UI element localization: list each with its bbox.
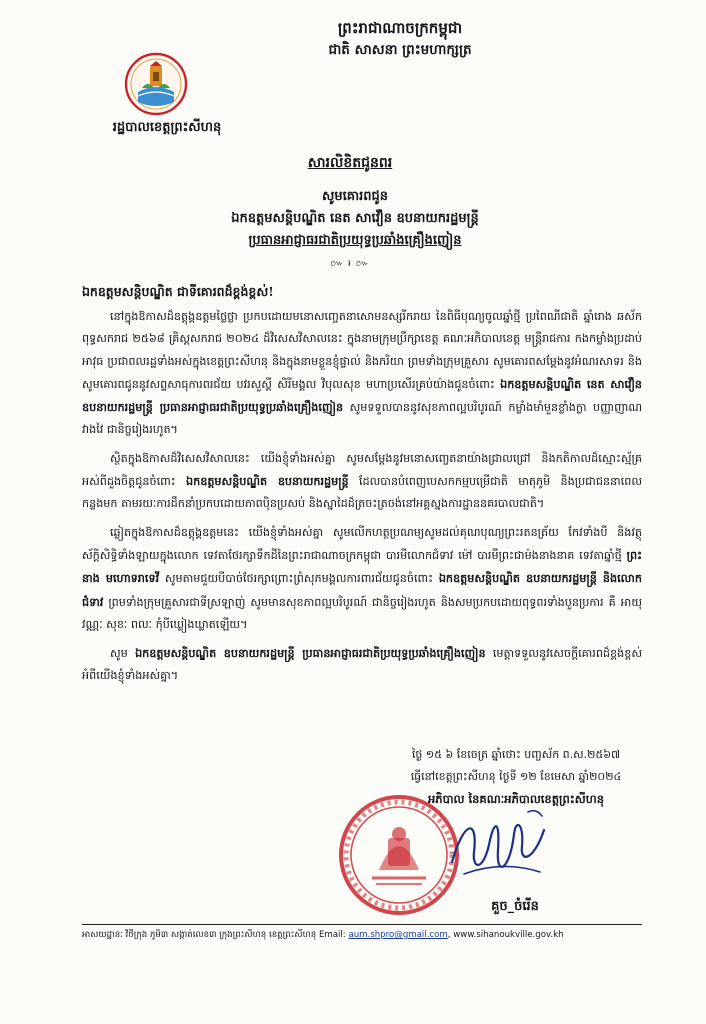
footer-divider	[82, 924, 642, 925]
addressee-line-2: ឯកឧត្តមសន្តិបណ្ឌិត នេត សាវឿន ឧបនាយករដ្ឋមន្ត្រី	[231, 211, 479, 226]
deity-name: ព្រះនាង មហោទរាទេវី	[82, 547, 642, 586]
salutation: ឯកឧត្តមសន្តិបណ្ឌិត ជាទីគោរពដ៏ខ្ពង់ខ្ពស់!	[82, 284, 274, 299]
addressee-line-1: សូមគោរពជូន	[321, 189, 388, 204]
letter-body	[82, 306, 642, 694]
footer-email-link[interactable]: aum.shpro@gmail.com	[348, 930, 448, 940]
signatory-title: អភិបាល នៃគណៈអភិបាលខេត្តព្រះសីហនុ	[427, 792, 605, 806]
handwritten-signature	[444, 800, 554, 890]
paragraph-1: នៅក្នុងឱកាសដ៏ឧត្តុង្គឧត្តមថ្លៃថ្លា ប្រកបដោយមនោសញ្ចេតនាសោមនស្សរីករាយ នៃពិធីបុណ្យចូលឆ្នាំថ្មី ប្រពៃណីជាតិ ឆ្នាំរោង ឆស័ក ពុទ្ធសករាជ ២៥៦៨ គ្រិស្តសករាជ ២០២៤ ដ៏វិសេសវិសាលនេះ ក្នុងនាមក្រុមប្រឹក្សាខេត្ត គណៈអភិបាលខេត្ត មន្ត្រីរាជការ កងកម្លាំងប្រដាប់អាវុធ ប្រជាពលរដ្ឋទាំងអស់ក្នុងខេត្តព្រះសីហនុ និងក្នុងនាមខ្លួនខ្ញុំផ្ទាល់ និងភរិយា ព្រមទាំងក្រុមគ្រួសារ សូមគោរពសម្តែងនូវអំណរសាទរ និងសូមគោរពជូននូវសព្ទសាធុការពរជ័យ បវរសួស្តី សិរីមង្គល វិបុលសុខ មហាប្រសើរគ្រប់យ៉ាងជូនចំពោះ ឯកឧត្តមសន្តិបណ្ឌិត នេត សាវឿន ឧបនាយករដ្ឋមន្ត្រី ប្រធានអាជ្ញាធរជាតិប្រយុទ្ធប្រឆាំងគ្រឿងញៀន សូមទទួលបាននូវសុខភាពល្អបរិបូរណ៍ កម្លាំងមាំមួនខ្លាំងក្លា បញ្ញាញាណវាងវៃ ជានិច្ចរៀងរហូត។	[82, 310, 643, 437]
kingdom-title: ព្រះរាជាណាចក្រកម្ពុជា	[337, 19, 463, 37]
kingdom-header	[250, 16, 550, 60]
addressee-block	[150, 186, 560, 252]
document-title: សារលិខិតជូនពរ	[307, 155, 393, 171]
footer-contact	[82, 928, 642, 942]
lunar-date: ថ្ងៃ ១៥ ៦ ខែចេត្រ ឆ្នាំថោះ បញ្ចស័ក ព.ស.២៥៦៧	[411, 748, 621, 761]
honoree-name: ឯកឧត្តមសន្តិបណ្ឌិត ឧបនាយករដ្ឋមន្ត្រី និងលោកជំទាវ	[82, 571, 642, 609]
ornament-divider: ៚ ៛ ៚	[330, 259, 370, 269]
paragraph-2: ស្ថិតក្នុងឱកាសដ៏វិសេសវិសាលនេះ យើងខ្ញុំទាំងអស់គ្នា សូមសម្តែងនូវមនោសញ្ចេតនាយ៉ាងជ្រាលជ្រៅ និងកតិកាលដ៏ស្មោះស្ម័គ្រអស់ពីដួងចិត្តជូនចំពោះ ឯកឧត្តមសន្តិបណ្ឌិត ឧបនាយករដ្ឋមន្ត្រី ដែលបានបំពេញបេសកកម្មបម្រើជាតិ មាតុភូមិ និងប្រជាជននាពេលកន្លងមក តាមរយៈការដឹកនាំប្រកបដោយភាពប៉ិនប្រសប់ និងស្នាដៃដ៏ត្រចះត្រចង់នៅអគ្គស្នងការដ្ឋាននគរបាលជាតិ។	[82, 451, 642, 511]
footer-address: អាសយដ្ឋានៈ វិថីក្រុង ភូមិ៣ សង្កាត់លេខ៣ ក្រុងព្រះសីហនុ ខេត្តព្រះសីហនុ Email:	[82, 930, 349, 940]
footer-website[interactable]: , www.sihanoukville.gov.kh	[447, 930, 564, 940]
honoree-name: ឯកឧត្តមសន្តិបណ្ឌិត នេត សាវឿន ឧបនាយករដ្ឋមន្ត្រី ប្រធានអាជ្ញាធរជាតិប្រយុទ្ធប្រឆាំងគ្រឿងញៀន	[82, 376, 643, 415]
honoree-name: ឯកឧត្តមសន្តិបណ្ឌិត ឧបនាយករដ្ឋមន្ត្រី	[186, 474, 349, 489]
provincial-emblem-logo	[124, 52, 188, 116]
issuing-authority: រដ្ឋបាលខេត្តព្រះសីហនុ	[112, 120, 222, 135]
solar-date: ធ្វើនៅខេត្តព្រះសីហនុ ថ្ងៃទី ១២ ខែមេសា ឆ្នាំ២០២៤	[410, 770, 622, 783]
signatory-name: គួច_ចំរើន	[491, 899, 539, 914]
national-motto: ជាតិ សាសនា ព្រះមហាក្សត្រ	[328, 42, 472, 58]
paragraph-3: ឆ្លៀតក្នុងឱកាសដ៏ឧត្តុង្គឧត្តមនេះ យើងខ្ញុំទាំងអស់គ្នា សូមលើកហត្ថប្រណម្យសូមដល់គុណបុណ្យព្រះរតនត្រ័យ កែវទាំងបី និងវត្ថុស័ក្តិសិទ្ធិទាំងឡាយក្នុងលោក ទេវតាថែរក្សាទឹកដីនៃព្រះរាជាណាចក្រកម្ពុជា បារមីលោកជំទាវ ម៉ៅ បារមីព្រះជាម៉ងនាងនាគ ទេវតាឆ្នាំថ្មី ព្រះនាង មហោទរាទេវី សូមតាមជួយបីបាច់ថែរក្សាព្រោះព្រំសុភមង្គលការពារជ័យជូនចំពោះ ឯកឧត្តមសន្តិបណ្ឌិត ឧបនាយករដ្ឋមន្ត្រី និងលោកជំទាវ ព្រមទាំងក្រុមគ្រួសារជាទីស្រឡាញ់ សូមមានសុខភាពល្អបរិបូរណ៍ ជានិច្ចរៀងរហូត និងសមប្រកបដោយពុទ្ធពរទាំងបួនប្រការ គឺ អាយុ វណ្ណៈ សុខៈ ពលៈ កុំបីឃ្លៀងឃ្លាតឡើយ។	[82, 525, 642, 631]
addressee-line-3: ប្រធានអាជ្ញាធរជាតិប្រយុទ្ធប្រឆាំងគ្រឿងញៀន	[248, 233, 462, 248]
honoree-name: ឯកឧត្តមសន្តិបណ្ឌិត ឧបនាយករដ្ឋមន្ត្រី ប្រធានអាជ្ញាធរជាតិប្រយុទ្ធប្រឆាំងគ្រឿងញៀន	[135, 646, 486, 661]
paragraph-4: សូម ឯកឧត្តមសន្តិបណ្ឌិត ឧបនាយករដ្ឋមន្ត្រី ប្រធានអាជ្ញាធរជាតិប្រយុទ្ធប្រឆាំងគ្រឿងញៀន មេត្តាទទួលនូវសេចក្តីគោរពដ៏ខ្ពង់ខ្ពស់ អំពីយើងខ្ញុំទាំងអស់គ្នា។	[82, 646, 642, 683]
